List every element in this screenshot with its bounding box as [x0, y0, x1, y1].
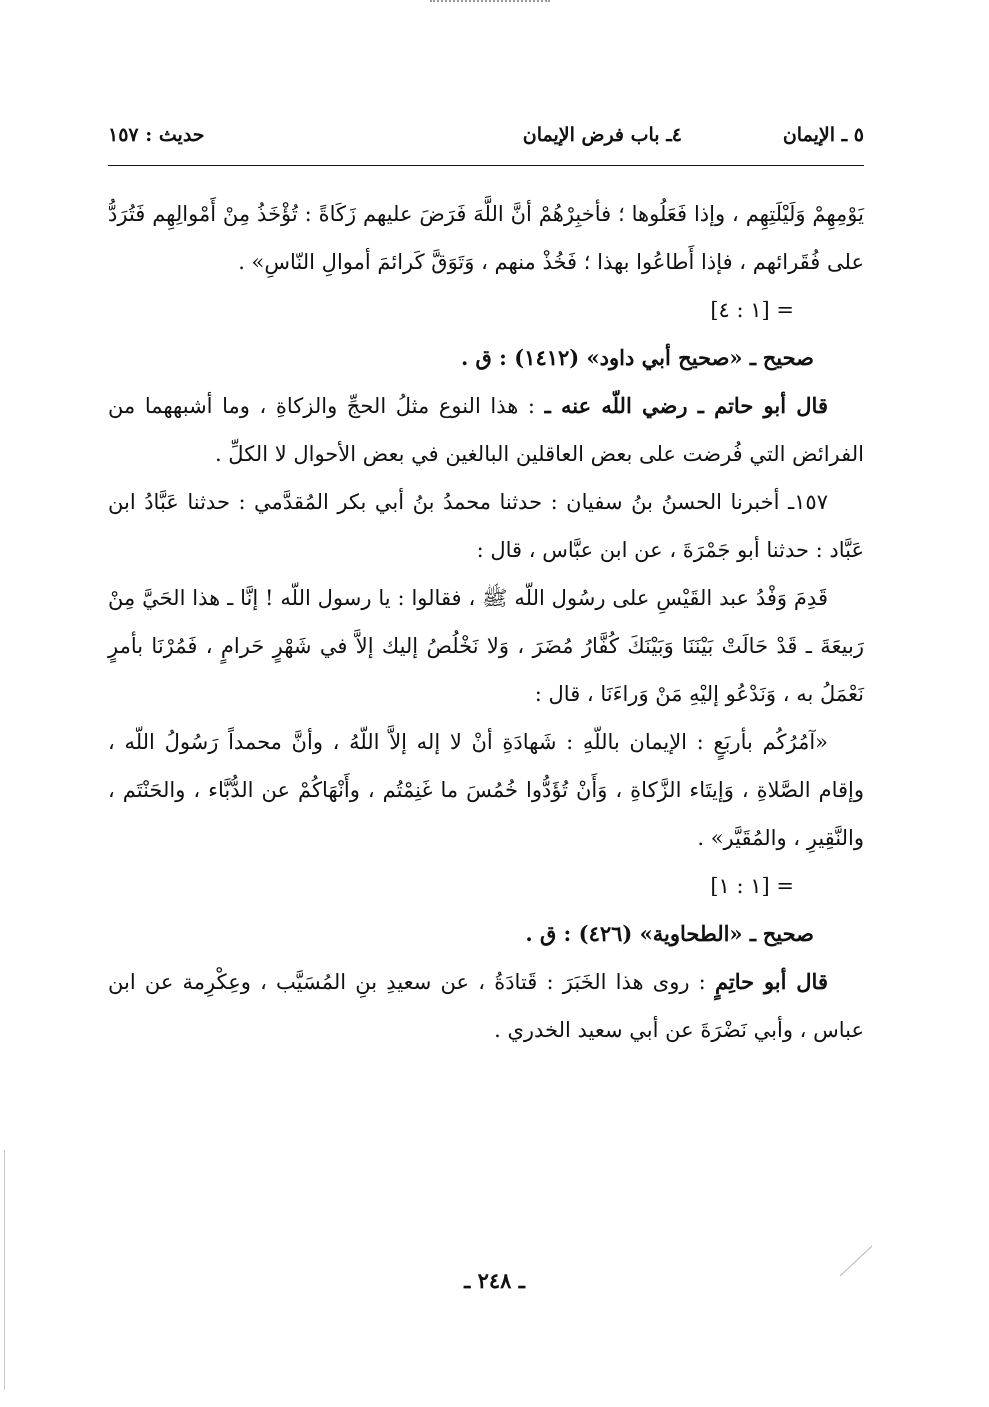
scan-artifact-top [430, 0, 550, 5]
paragraph-hadith-157: قَدِمَ وَفْدُ عبد القَيْسِ على رسُول اللّه ﷺ ، فقالوا : يا رسول اللّه ! إنَّا ـ هذا الحَيَّ مِنْ رَبيعَةَ ـ قَدْ حَالَتْ بَيْنَنَا وَبَيْنَكَ كُفَّارُ مُضَرَ ، وَلا نَخْلُصُ إليك إلاَّ في شَهْرٍ حَرامٍ ، فَمُرْنَا بأمرٍ نَعْمَلُ به ، وَنَدْعُو إليْهِ مَنْ وَراءَنَا ، قال : [108, 586, 864, 706]
cross-reference-1: = [١ : ٤] [710, 298, 794, 322]
commentary-2-text: : روى هذا الخَبَرَ : قَتادَةُ ، عن سعيدِ بنِ المُسَيَّب ، وعِكْرِمة عن ابن عباس ، وأبي نَضْرَةَ عن أبي سعيد الخدري . [108, 970, 864, 1042]
grading-2-text: ـ «الطحاوية» (٤٢٦) : ق . [525, 921, 757, 946]
running-header [108, 124, 864, 154]
commentary-1-author: قال أبو حاتم ـ رضي اللّه عنه ـ [544, 393, 828, 418]
header-rule [108, 165, 864, 166]
header-hadith-number: حديث : ١٥٧ [108, 124, 205, 146]
isnad-157: ١٥٧ـ أخبرنا الحسنُ بنُ سفيان : حدثنا محمدُ بنُ أبي بكر المُقدَّمي : حدثنا عَبَّادُ ابن عَبَّاد : حدثنا أبو جَمْرَةَ ، عن ابن عبَّاس ، قال : [108, 490, 864, 562]
page-number: ـ ٢٤٨ ـ [464, 1268, 525, 1293]
grading-1-label: صحيح [762, 345, 814, 370]
cross-reference-2: = [١ : ١] [710, 874, 794, 898]
paragraph-prophet-reply: «آمُرُكُم بأربَعٍ : الإيمان باللّهِ : شَهادَةِ أنْ لا إله إلاَّ اللّهُ ، وأنَّ محمداً رَسُولُ اللّه ، وإقام الصَّلاةِ ، وَإيتَاء الزَّكاةِ ، وَأَنْ تُؤَدُّوا خُمُسَ ما غَنِمْتُم ، وأَنْهَاكُمْ عن الدُّبَّاء ، والحَنْتَم ، والنَّقِيرِ ، والمُقَيَّر» . [108, 730, 864, 850]
grading-1-text: ـ «صحيح أبي داود» (١٤١٢) : ق . [460, 345, 757, 370]
commentary-2-author: قال أبو حاتِمٍ [714, 969, 828, 994]
commentary-2 [108, 958, 864, 1054]
paragraph-hadith-end: يَوْمِهِمْ وَلَيْلَتِهِم ، وإذا فَعَلُوها ؛ فأخبِرْهُمْ أنَّ اللَّهَ فَرَضَ عليهم زَكَاةً : تُؤْخَذُ مِنْ أَمْوالِهِم فَتُرَدُّ على فُقَرائهم ، فإذا أَطاعُوا بهذا ؛ فَخُذْ منهم ، وَتَوَقَّ كَرائمَ أموالِ النّاسِ» . [108, 202, 864, 274]
grading-2 [108, 910, 864, 958]
header-section-title: ٤ـ باب فرض الإيمان [522, 124, 682, 146]
commentary-1 [108, 382, 864, 478]
commentary-1-text: : هذا النوع مثلُ الحجِّ والزكاةِ ، وما أشبههما من الفرائض التي فُرضت على بعض العاقلين البالغين في بعض الأحوال لا الكلِّ . [108, 394, 864, 466]
header-chapter-title: ٥ ـ الإيمان [782, 124, 864, 146]
grading-2-label: صحيح [762, 921, 814, 946]
main-text [108, 190, 864, 1054]
grading-1 [108, 334, 864, 382]
